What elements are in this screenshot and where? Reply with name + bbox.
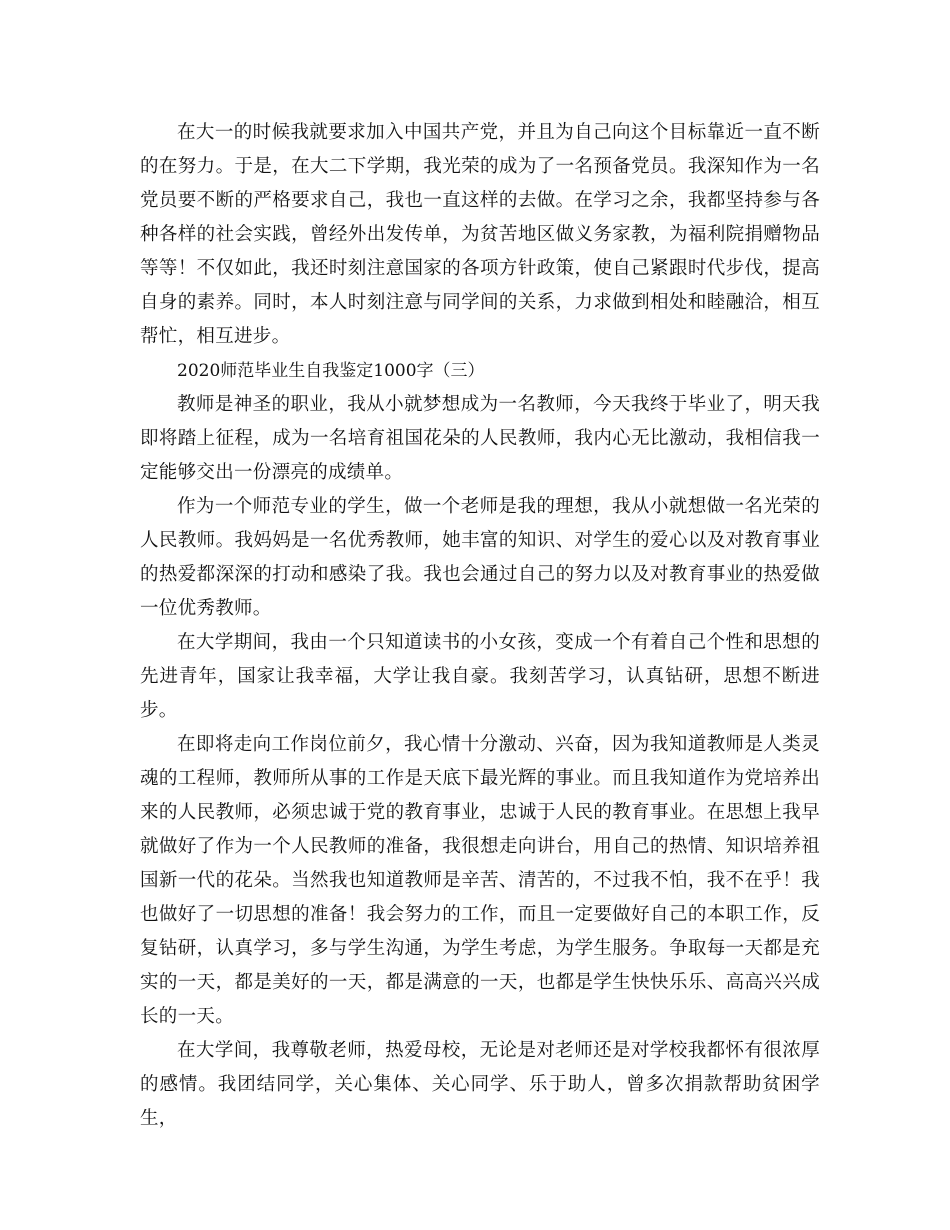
paragraph-before-work: 在即将走向工作岗位前夕，我心情十分激动、兴奋，因为我知道教师是人类灵魂的工程师，教师所从事的工作是天底下最光辉的事业。而且我知道作为党培养出来的人民教师，必须忠诚于党的教育事业，忠诚于人民的教育事业。在思想上我早就做好了作为一个人民教师的准备，我很想走向讲台，用自己的热情、知识培养祖国新一代的花朵。当然我也知道教师是辛苦、清苦的，不过我不怕，我不在乎！我也做好了一切思想的准备！我会努力的工作，而且一定要做好自己的本职工作，反复钻研，认真学习，多与学生沟通，为学生考虑，为学生服务。争取每一天都是充实的一天，都是美好的一天，都是满意的一天，也都是学生快快乐乐、高高兴兴成长的一天。 xyxy=(140,734,820,1027)
paragraph-teacher-dream: 教师是神圣的职业，我从小就梦想成为一名教师，今天我终于毕业了，明天我即将踏上征程，成为一名培育祖国花朵的人民教师，我内心无比激动，我相信我一定能够交出一份漂亮的成绩单。 xyxy=(140,394,820,483)
paragraph-party-membership: 在大一的时候我就要求加入中国共产党，并且为自己向这个目标靠近一直不断的在努力。于是，在大二下学期，我光荣的成为了一名预备党员。我深知作为一名党员要不断的严格要求自己，我也一直这样的去做。在学习之余，我都坚持参与各种各样的社会实践，曾经外出发传单，为贫苦地区做义务家教，为福利院捐赠物品等等！不仅如此，我还时刻注意国家的各项方针政策，使自己紧跟时代步伐，提高自身的素养。同时，本人时刻注意与同学间的关系，力求做到相处和睦融洽，相互帮忙，相互进步。 xyxy=(140,122,820,347)
paragraph-respect-teachers: 在大学间，我尊敬老师，热爱母校，无论是对老师还是对学校我都怀有很浓厚的感情。我团结同学，关心集体、关心同学、乐于助人，曾多次捐款帮助贫困学生， xyxy=(140,1040,820,1129)
document-body xyxy=(140,116,820,1136)
paragraph-college-growth: 在大学期间，我由一个只知道读书的小女孩，变成一个有着自己个性和思想的先进青年，国家让我幸福，大学让我自豪。我刻苦学习，认真钻研，思想不断进步。 xyxy=(140,632,820,721)
section-heading: 2020师范毕业生自我鉴定1000字（三） xyxy=(177,361,485,381)
paragraph-normal-student: 作为一个师范专业的学生，做一个老师是我的理想，我从小就想做一名光荣的人民教师。我妈妈是一名优秀教师，她丰富的知识、对学生的爱心以及对教育事业的热爱都深深的打动和感染了我。我也会通过自己的努力以及对教育事业的热爱做一位优秀教师。 xyxy=(140,496,820,619)
